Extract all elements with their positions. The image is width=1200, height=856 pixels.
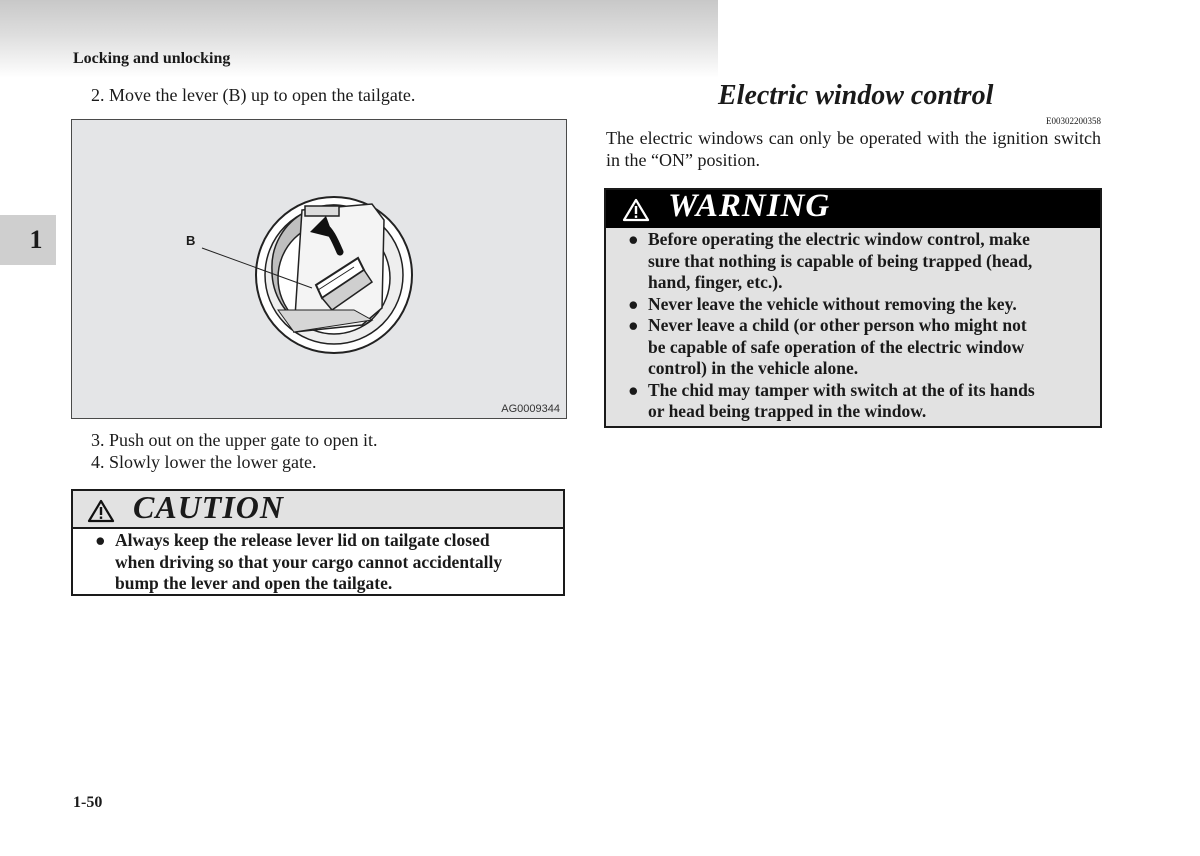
document-code: E00302200358 [1046, 116, 1101, 126]
figure-label-b: B [186, 233, 196, 248]
tailgate-lever-illustration [72, 120, 566, 418]
step-4-text: 4. Slowly lower the lower gate. [91, 452, 317, 472]
bullet-icon: ● [628, 379, 639, 400]
warning-item-line: sure that nothing is capable of being trapped (head, [648, 250, 1033, 271]
warning-list [628, 229, 1090, 423]
caution-item [95, 530, 557, 595]
warning-item [628, 380, 1090, 423]
warning-item-line: Never leave the vehicle without removing the key. [648, 293, 1017, 314]
section-heading: Electric window control [718, 80, 994, 111]
bullet-icon: ● [628, 293, 639, 314]
intro-paragraph: The electric windows can only be operated with the ignition switch in the “ON” position. [606, 128, 1101, 170]
caution-title: CAUTION [133, 489, 285, 525]
warning-triangle-icon [87, 499, 115, 523]
step-3-text: 3. Push out on the upper gate to open it. [91, 430, 378, 450]
warning-item-line: hand, finger, etc.). [648, 272, 783, 292]
warning-triangle-icon [622, 198, 650, 222]
warning-title: WARNING [668, 188, 831, 224]
caution-header [73, 491, 563, 529]
warning-item [628, 294, 1090, 316]
caution-item-line: Always keep the release lever lid on tailgate closed [115, 530, 490, 550]
tailgate-lever-figure [71, 119, 567, 419]
warning-item [628, 315, 1090, 380]
warning-header [606, 190, 1100, 228]
warning-item [628, 229, 1090, 294]
warning-item-line: Never leave a child (or other person who might not [648, 315, 1027, 335]
caution-list [95, 530, 557, 595]
caution-item-line: bump the lever and open the tailgate. [115, 573, 393, 593]
bullet-icon: ● [628, 229, 639, 249]
section-title: Locking and unlocking [73, 50, 231, 67]
warning-item-line: be capable of safe operation of the electric window [648, 336, 1025, 357]
step-2-text: 2. Move the lever (B) up to open the tailgate. [91, 85, 416, 105]
caution-item-line: when driving so that your cargo cannot accidentally [115, 551, 503, 572]
chapter-number: 1 [29, 225, 43, 254]
caution-box [71, 489, 565, 596]
figure-code: AG0009344 [501, 403, 560, 415]
warning-item-line: control) in the vehicle alone. [648, 358, 859, 378]
warning-item-line: or head being trapped in the window. [648, 401, 927, 421]
warning-box [604, 188, 1102, 428]
page-number: 1-50 [73, 794, 103, 811]
bullet-icon: ● [95, 530, 106, 550]
warning-item-line: Before operating the electric window control, make [648, 229, 1030, 249]
bullet-icon: ● [628, 315, 639, 335]
warning-item-line: The chid may tamper with switch at the of its hands [648, 379, 1035, 400]
